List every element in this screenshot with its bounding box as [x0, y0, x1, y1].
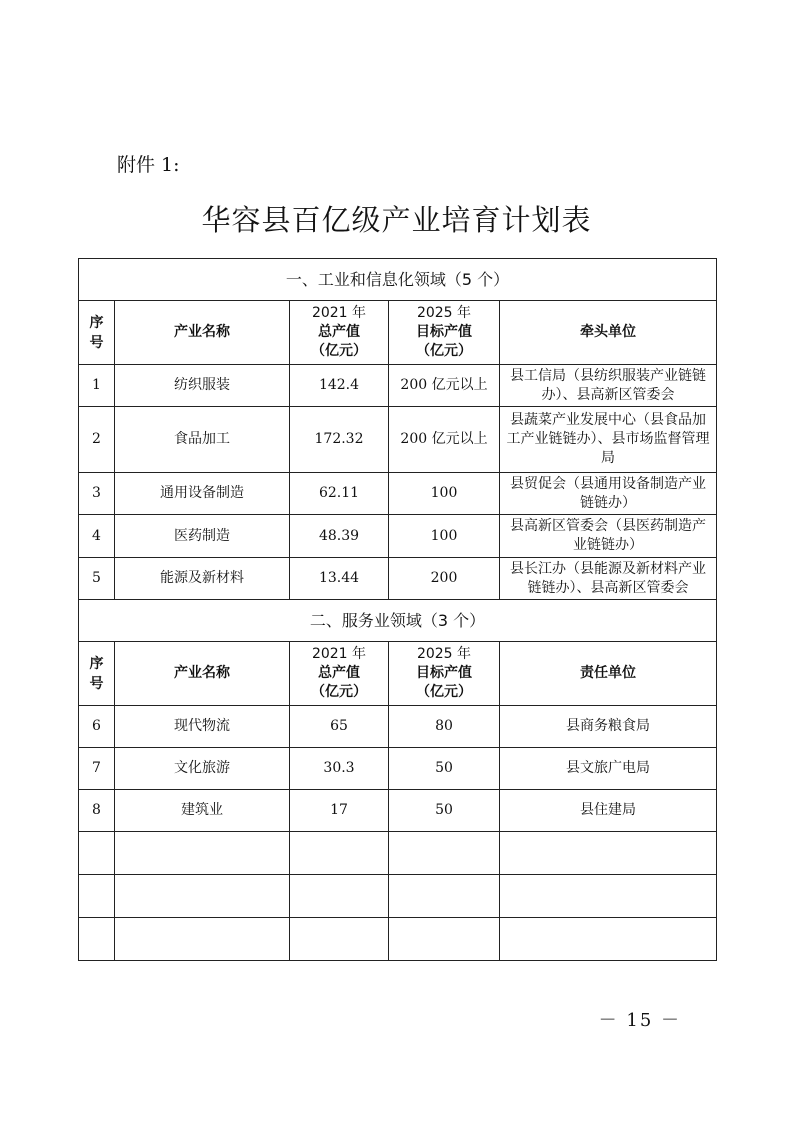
- row-responsible-unit: 县住建局: [500, 790, 717, 832]
- row-target-2025: 100: [389, 515, 500, 558]
- header-output-2021: 2021 年 总产值 （亿元）: [290, 301, 389, 365]
- row-seq: 1: [79, 365, 115, 407]
- row-industry-name: 现代物流: [115, 706, 290, 748]
- row-output-2021: 48.39: [290, 515, 389, 558]
- header-target-2025: 2025 年 目标产值 （亿元）: [389, 301, 500, 365]
- row-industry-name: 能源及新材料: [115, 558, 290, 600]
- empty-row: [79, 875, 717, 918]
- empty-cell: [290, 875, 389, 918]
- row-target-2025: 200 亿元以上: [389, 407, 500, 473]
- empty-cell: [79, 918, 115, 961]
- empty-cell: [500, 875, 717, 918]
- row-target-2025: 50: [389, 748, 500, 790]
- row-output-2021: 17: [290, 790, 389, 832]
- header-seq: 序号: [79, 642, 115, 706]
- row-target-2025: 50: [389, 790, 500, 832]
- empty-cell: [115, 875, 290, 918]
- row-seq: 2: [79, 407, 115, 473]
- row-output-2021: 142.4: [290, 365, 389, 407]
- empty-cell: [389, 832, 500, 875]
- row-seq: 5: [79, 558, 115, 600]
- row-seq: 4: [79, 515, 115, 558]
- row-industry-name: 建筑业: [115, 790, 290, 832]
- empty-cell: [290, 832, 389, 875]
- table-row: [79, 407, 717, 473]
- row-lead-unit: 县蔬菜产业发展中心（县食品加工产业链链办）、县市场监督管理局: [500, 407, 717, 473]
- attachment-label: 附件 1:: [117, 154, 180, 176]
- table-row: [79, 706, 717, 748]
- table-row: [79, 558, 717, 600]
- row-seq: 7: [79, 748, 115, 790]
- empty-cell: [389, 875, 500, 918]
- empty-cell: [79, 875, 115, 918]
- row-target-2025: 200 亿元以上: [389, 365, 500, 407]
- row-industry-name: 文化旅游: [115, 748, 290, 790]
- row-target-2025: 80: [389, 706, 500, 748]
- section-heading-services: 二、服务业领域（3 个）: [79, 600, 717, 642]
- header-industry-name: 产业名称: [115, 301, 290, 365]
- row-industry-name: 通用设备制造: [115, 473, 290, 515]
- row-output-2021: 65: [290, 706, 389, 748]
- row-seq: 8: [79, 790, 115, 832]
- empty-cell: [79, 832, 115, 875]
- empty-row: [79, 832, 717, 875]
- row-seq: 3: [79, 473, 115, 515]
- page-number: － 15 －: [598, 1010, 681, 1031]
- row-lead-unit: 县工信局（县纺织服装产业链链办）、县高新区管委会: [500, 365, 717, 407]
- row-output-2021: 30.3: [290, 748, 389, 790]
- table-row: [79, 748, 717, 790]
- row-seq: 6: [79, 706, 115, 748]
- empty-cell: [500, 832, 717, 875]
- row-target-2025: 100: [389, 473, 500, 515]
- row-lead-unit: 县贸促会（县通用设备制造产业链链办）: [500, 473, 717, 515]
- empty-cell: [290, 918, 389, 961]
- row-responsible-unit: 县文旅广电局: [500, 748, 717, 790]
- header-seq: 序号: [79, 301, 115, 365]
- header-output-2021: 2021 年 总产值 （亿元）: [290, 642, 389, 706]
- empty-cell: [115, 918, 290, 961]
- header-industry-name: 产业名称: [115, 642, 290, 706]
- empty-cell: [115, 832, 290, 875]
- row-industry-name: 食品加工: [115, 407, 290, 473]
- empty-row: [79, 918, 717, 961]
- header-lead-unit: 牵头单位: [500, 301, 717, 365]
- row-output-2021: 172.32: [290, 407, 389, 473]
- empty-cell: [389, 918, 500, 961]
- row-lead-unit: 县长江办（县能源及新材料产业链链办）、县高新区管委会: [500, 558, 717, 600]
- row-lead-unit: 县高新区管委会（县医药制造产业链链办）: [500, 515, 717, 558]
- table-row: [79, 365, 717, 407]
- row-target-2025: 200: [389, 558, 500, 600]
- row-output-2021: 62.11: [290, 473, 389, 515]
- section-heading-industry: 一、工业和信息化领域（5 个）: [79, 259, 717, 301]
- row-industry-name: 医药制造: [115, 515, 290, 558]
- row-responsible-unit: 县商务粮食局: [500, 706, 717, 748]
- row-industry-name: 纺织服装: [115, 365, 290, 407]
- table-row: [79, 473, 717, 515]
- header-target-2025: 2025 年 目标产值 （亿元）: [389, 642, 500, 706]
- table-row: [79, 515, 717, 558]
- header-responsible-unit: 责任单位: [500, 642, 717, 706]
- industry-plan-table: [78, 258, 717, 961]
- document-title: 华容县百亿级产业培育计划表: [201, 203, 592, 237]
- table-header-row: [79, 642, 717, 706]
- table-header-row: [79, 301, 717, 365]
- empty-cell: [500, 918, 717, 961]
- table-row: [79, 790, 717, 832]
- row-output-2021: 13.44: [290, 558, 389, 600]
